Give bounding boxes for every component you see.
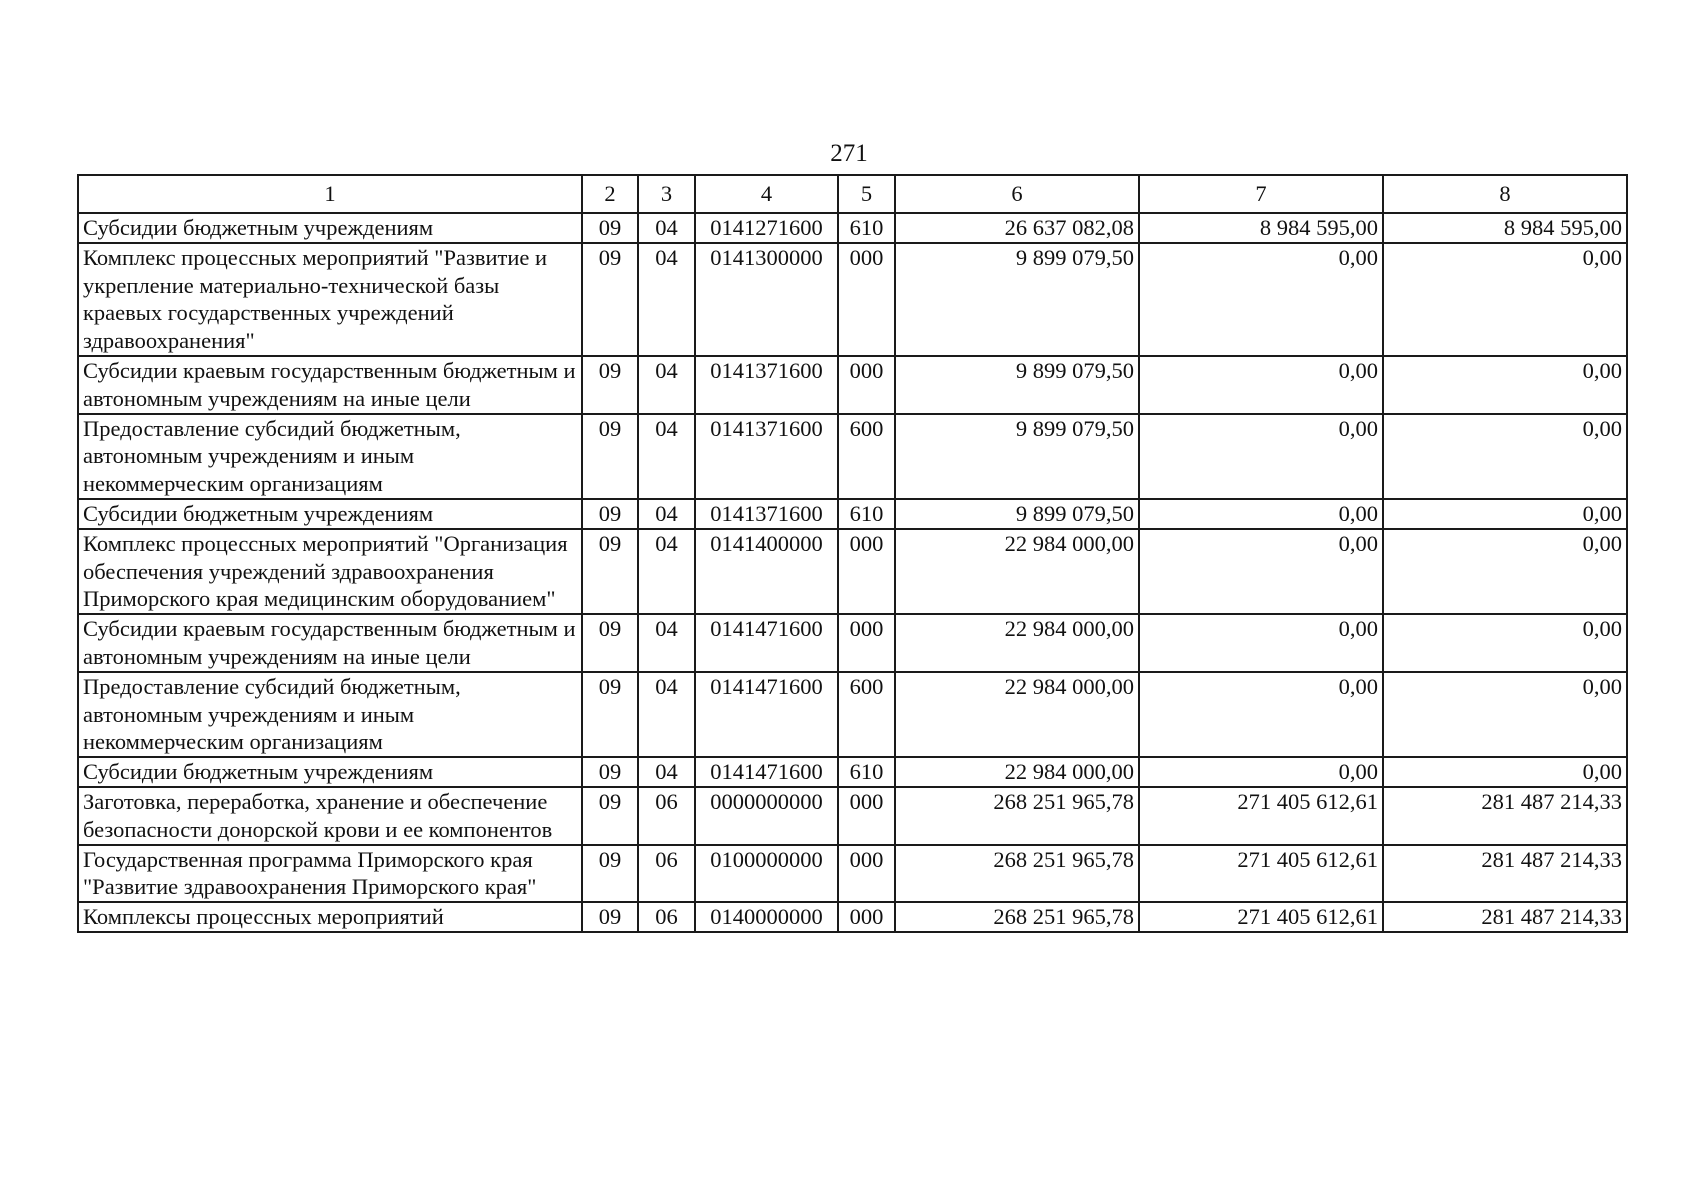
subsection-code-cell: 04	[638, 614, 695, 672]
section-code-cell: 09	[582, 499, 638, 529]
section-code-cell: 09	[582, 845, 638, 903]
section-code-cell: 09	[582, 672, 638, 757]
target-article-cell: 0141471600	[695, 672, 838, 757]
table-row	[78, 414, 1627, 499]
expense-type-cell: 000	[838, 243, 895, 356]
row-name-cell: Заготовка, переработка, хранение и обеспечение безопасности донорской крови и ее компонентов	[78, 787, 582, 845]
table-body	[78, 213, 1627, 932]
subsection-code-cell: 04	[638, 414, 695, 499]
target-article-cell: 0140000000	[695, 902, 838, 932]
expense-type-cell: 000	[838, 529, 895, 614]
amount-col8-cell: 0,00	[1383, 356, 1627, 414]
table-row	[78, 902, 1627, 932]
amount-col8-cell: 8 984 595,00	[1383, 213, 1627, 243]
amount-col6-cell: 26 637 082,08	[895, 213, 1139, 243]
target-article-cell: 0141371600	[695, 414, 838, 499]
amount-col7-cell: 8 984 595,00	[1139, 213, 1383, 243]
amount-col7-cell: 0,00	[1139, 614, 1383, 672]
row-name-cell: Субсидии бюджетным учреждениям	[78, 499, 582, 529]
amount-col7-cell: 0,00	[1139, 529, 1383, 614]
section-code-cell: 09	[582, 614, 638, 672]
target-article-cell: 0141271600	[695, 213, 838, 243]
section-code-cell: 09	[582, 902, 638, 932]
amount-col6-cell: 268 251 965,78	[895, 787, 1139, 845]
page-number: 271	[830, 140, 868, 167]
subsection-code-cell: 04	[638, 499, 695, 529]
table-row	[78, 499, 1627, 529]
amount-col8-cell: 0,00	[1383, 614, 1627, 672]
subsection-code-cell: 06	[638, 845, 695, 903]
row-name-cell: Государственная программа Приморского края "Развитие здравоохранения Приморского края"	[78, 845, 582, 903]
amount-col7-cell: 0,00	[1139, 757, 1383, 787]
expense-type-cell: 610	[838, 757, 895, 787]
column-header: 7	[1139, 175, 1383, 213]
target-article-cell: 0000000000	[695, 787, 838, 845]
target-article-cell: 0141471600	[695, 614, 838, 672]
amount-col7-cell: 0,00	[1139, 243, 1383, 356]
row-name-cell: Комплексы процессных мероприятий	[78, 902, 582, 932]
expense-type-cell: 000	[838, 845, 895, 903]
column-header: 2	[582, 175, 638, 213]
target-article-cell: 0100000000	[695, 845, 838, 903]
amount-col8-cell: 0,00	[1383, 499, 1627, 529]
target-article-cell: 0141371600	[695, 356, 838, 414]
amount-col6-cell: 9 899 079,50	[895, 414, 1139, 499]
row-name-cell: Субсидии бюджетным учреждениям	[78, 213, 582, 243]
amount-col6-cell: 9 899 079,50	[895, 356, 1139, 414]
amount-col8-cell: 0,00	[1383, 529, 1627, 614]
amount-col7-cell: 271 405 612,61	[1139, 787, 1383, 845]
target-article-cell: 0141471600	[695, 757, 838, 787]
table-row	[78, 672, 1627, 757]
budget-table	[77, 174, 1628, 933]
section-code-cell: 09	[582, 757, 638, 787]
amount-col7-cell: 0,00	[1139, 672, 1383, 757]
amount-col6-cell: 22 984 000,00	[895, 614, 1139, 672]
row-name-cell: Предоставление субсидий бюджетным, автономным учреждениям и иным некоммерческим организациям	[78, 672, 582, 757]
section-code-cell: 09	[582, 529, 638, 614]
target-article-cell: 0141371600	[695, 499, 838, 529]
amount-col6-cell: 22 984 000,00	[895, 672, 1139, 757]
amount-col7-cell: 0,00	[1139, 414, 1383, 499]
row-name-cell: Субсидии краевым государственным бюджетным и автономным учреждениям на иные цели	[78, 614, 582, 672]
table-row	[78, 757, 1627, 787]
table-header-row	[78, 175, 1627, 213]
amount-col7-cell: 271 405 612,61	[1139, 902, 1383, 932]
section-code-cell: 09	[582, 356, 638, 414]
amount-col6-cell: 9 899 079,50	[895, 243, 1139, 356]
amount-col8-cell: 281 487 214,33	[1383, 787, 1627, 845]
subsection-code-cell: 04	[638, 213, 695, 243]
subsection-code-cell: 04	[638, 672, 695, 757]
amount-col8-cell: 0,00	[1383, 414, 1627, 499]
amount-col8-cell: 0,00	[1383, 757, 1627, 787]
column-header: 5	[838, 175, 895, 213]
amount-col7-cell: 0,00	[1139, 499, 1383, 529]
subsection-code-cell: 04	[638, 356, 695, 414]
amount-col7-cell: 0,00	[1139, 356, 1383, 414]
amount-col6-cell: 268 251 965,78	[895, 902, 1139, 932]
row-name-cell: Комплекс процессных мероприятий "Развитие и укрепление материально-технической базы краевых государственных учреждений здравоохранения"	[78, 243, 582, 356]
expense-type-cell: 610	[838, 499, 895, 529]
section-code-cell: 09	[582, 243, 638, 356]
column-header: 4	[695, 175, 838, 213]
column-header: 6	[895, 175, 1139, 213]
expense-type-cell: 000	[838, 614, 895, 672]
amount-col8-cell: 0,00	[1383, 243, 1627, 356]
column-header: 1	[78, 175, 582, 213]
section-code-cell: 09	[582, 213, 638, 243]
section-code-cell: 09	[582, 414, 638, 499]
table-row	[78, 213, 1627, 243]
subsection-code-cell: 06	[638, 787, 695, 845]
amount-col8-cell: 281 487 214,33	[1383, 845, 1627, 903]
amount-col8-cell: 0,00	[1383, 672, 1627, 757]
table-row	[78, 787, 1627, 845]
expense-type-cell: 610	[838, 213, 895, 243]
subsection-code-cell: 04	[638, 757, 695, 787]
amount-col7-cell: 271 405 612,61	[1139, 845, 1383, 903]
target-article-cell: 0141400000	[695, 529, 838, 614]
section-code-cell: 09	[582, 787, 638, 845]
table-row	[78, 243, 1627, 356]
table-row	[78, 845, 1627, 903]
row-name-cell: Комплекс процессных мероприятий "Организация обеспечения учреждений здравоохранения Приморского края медицинским оборудованием"	[78, 529, 582, 614]
amount-col6-cell: 22 984 000,00	[895, 757, 1139, 787]
expense-type-cell: 000	[838, 902, 895, 932]
subsection-code-cell: 04	[638, 529, 695, 614]
target-article-cell: 0141300000	[695, 243, 838, 356]
table-row	[78, 529, 1627, 614]
amount-col6-cell: 22 984 000,00	[895, 529, 1139, 614]
subsection-code-cell: 04	[638, 243, 695, 356]
amount-col6-cell: 9 899 079,50	[895, 499, 1139, 529]
row-name-cell: Субсидии бюджетным учреждениям	[78, 757, 582, 787]
table-row	[78, 356, 1627, 414]
expense-type-cell: 600	[838, 672, 895, 757]
expense-type-cell: 000	[838, 787, 895, 845]
expense-type-cell: 600	[838, 414, 895, 499]
row-name-cell: Предоставление субсидий бюджетным, автономным учреждениям и иным некоммерческим организациям	[78, 414, 582, 499]
amount-col6-cell: 268 251 965,78	[895, 845, 1139, 903]
expense-type-cell: 000	[838, 356, 895, 414]
subsection-code-cell: 06	[638, 902, 695, 932]
column-header: 3	[638, 175, 695, 213]
amount-col8-cell: 281 487 214,33	[1383, 902, 1627, 932]
column-header: 8	[1383, 175, 1627, 213]
table-row	[78, 614, 1627, 672]
row-name-cell: Субсидии краевым государственным бюджетным и автономным учреждениям на иные цели	[78, 356, 582, 414]
